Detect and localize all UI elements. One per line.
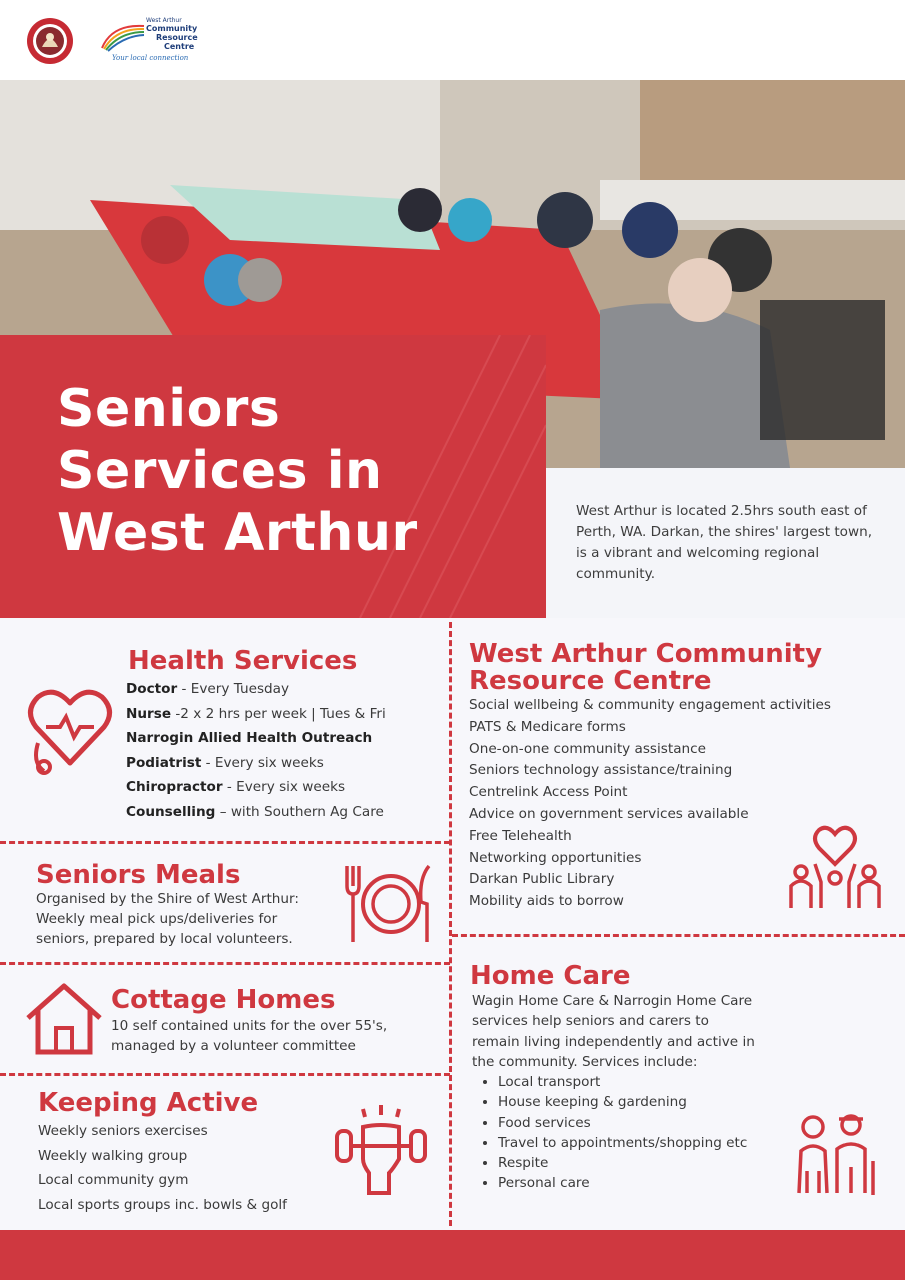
crc-item: Centrelink Access Point — [469, 784, 628, 801]
cottage-homes-text — [111, 1016, 387, 1056]
seniors-meals-title: Seniors Meals — [36, 860, 241, 890]
homecare-item: • Travel to appointments/shopping etc — [498, 1133, 747, 1153]
crc-logo-line3: Resource — [156, 33, 198, 42]
crc-logo-line1: West Arthur — [146, 17, 182, 24]
title-line: Services in — [57, 441, 383, 501]
homecare-item: • Respite — [498, 1153, 747, 1173]
crc-services-list — [469, 695, 831, 913]
crc-item: Mobility aids to borrow — [469, 893, 624, 910]
seniors-meals-text — [36, 889, 299, 949]
section-divider — [0, 841, 450, 844]
cottage-line: managed by a volunteer committee — [111, 1038, 356, 1054]
meals-line: Weekly meal pick ups/deliveries for — [36, 911, 278, 927]
home-care-title: Home Care — [470, 961, 631, 991]
crc-swoosh-icon — [98, 18, 148, 54]
keeping-active-list — [38, 1119, 287, 1217]
health-item: Chiropractor - Every six weeks — [126, 779, 346, 796]
homecare-item: • Local transport — [498, 1072, 747, 1092]
footer-bar — [0, 1230, 905, 1280]
health-item: Narrogin Allied Health Outreach — [126, 730, 373, 747]
title-line: Seniors — [57, 379, 281, 439]
community-heart-icon — [787, 820, 883, 912]
active-item: Local sports groups inc. bowls & golf — [38, 1196, 287, 1213]
crc-logo-line2: Community — [146, 24, 198, 33]
meals-line: seniors, prepared by local volunteers. — [36, 931, 293, 947]
crc-item: Darkan Public Library — [469, 871, 615, 888]
home-care-text — [472, 991, 755, 1072]
cottage-line: 10 self contained units for the over 55's, — [111, 1018, 388, 1034]
crc-item: Social wellbeing & community engagement activities — [469, 697, 831, 713]
column-divider — [449, 622, 452, 1226]
keeping-active-title: Keeping Active — [38, 1088, 259, 1118]
health-services-title: Health Services — [128, 646, 358, 676]
house-icon — [24, 982, 104, 1056]
homecare-line: the community. Services include: — [472, 1053, 698, 1070]
health-item: Nurse -2 x 2 hrs per week | Tues & Fri — [126, 705, 386, 722]
active-item: Local community gym — [38, 1172, 189, 1189]
crc-title — [469, 641, 822, 695]
intro-text: West Arthur is located 2.5hrs south east of Perth, WA. Darkan, the shires' largest town, is a vibrant and welcoming regional community. — [576, 503, 873, 582]
dumbbell-fist-icon — [333, 1103, 429, 1199]
crc-title-line: West Arthur Community — [469, 639, 823, 669]
homecare-item: • Personal care — [498, 1173, 747, 1193]
active-item: Weekly seniors exercises — [38, 1123, 208, 1139]
crc-logo — [98, 14, 208, 66]
crc-item: Advice on government services available — [469, 805, 749, 822]
shire-of-west-arthur-logo — [26, 17, 74, 65]
health-services-list — [126, 677, 386, 825]
homecare-item: • House keeping & gardening — [498, 1092, 747, 1112]
crc-logo-line4: Centre — [164, 42, 195, 51]
crc-item: One-on-one community assistance — [469, 740, 706, 757]
heart-stethoscope-icon — [24, 683, 116, 783]
section-divider — [0, 1073, 450, 1076]
plate-cutlery-icon — [341, 862, 435, 946]
title-line: West Arthur — [57, 503, 418, 563]
crc-tagline: Your local connection — [112, 54, 189, 62]
homecare-line: services help seniors and carers to — [472, 1013, 709, 1030]
crc-item: Seniors technology assistance/training — [469, 762, 733, 779]
health-item: Doctor - Every Tuesday — [126, 681, 290, 697]
home-care-services-list — [472, 1072, 747, 1194]
section-divider — [452, 934, 905, 937]
health-item: Podiatrist - Every six weeks — [126, 754, 324, 771]
meals-line: Organised by the Shire of West Arthur: — [36, 891, 299, 907]
section-divider — [0, 962, 450, 965]
crc-item: Free Telehealth — [469, 827, 572, 844]
health-item: Counselling – with Southern Ag Care — [126, 803, 384, 820]
homecare-item: • Food services — [498, 1113, 747, 1133]
crc-title-line: Resource Centre — [469, 666, 712, 696]
homecare-line: remain living independently and active in — [472, 1033, 755, 1050]
homecare-line: Wagin Home Care & Narrogin Home Care — [472, 993, 753, 1009]
cottage-homes-title: Cottage Homes — [111, 985, 336, 1015]
crc-item: Networking opportunities — [469, 849, 642, 866]
crc-item: PATS & Medicare forms — [469, 718, 626, 735]
elderly-couple-icon — [789, 1111, 879, 1197]
page-title — [57, 378, 527, 564]
active-item: Weekly walking group — [38, 1147, 188, 1164]
page-header — [0, 0, 905, 80]
